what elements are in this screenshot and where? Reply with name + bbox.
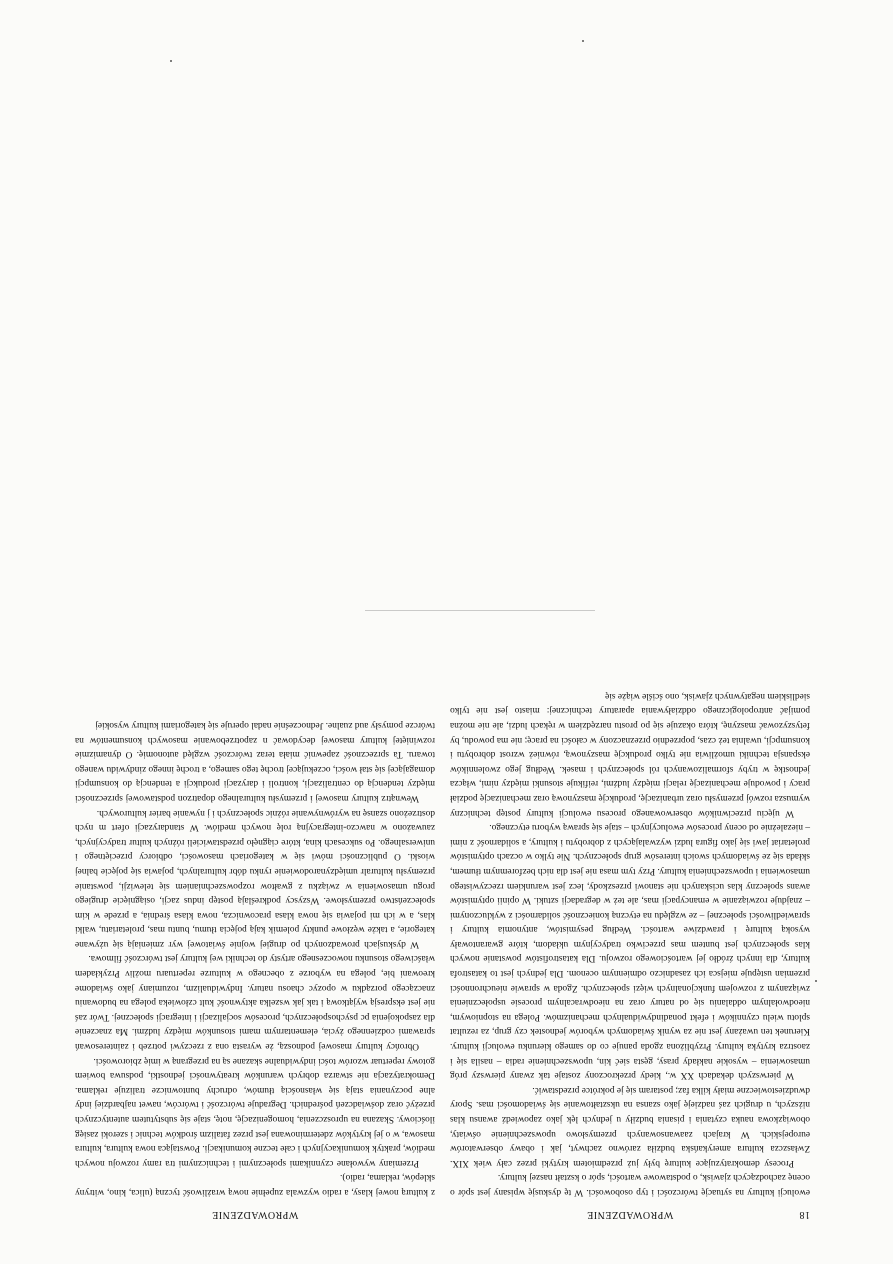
page-left bbox=[450, 70, 810, 1220]
paragraph: Obrońcy kultury masowej podnoszą, że wyrasta ona z rzeczywi potrzeb i zainteresowań sprawami codziennego życia, elementarnym mami stosunków między ludźmi. Ma znaczenie dla zaspokojenia pc psychospołecznych, procesów socjalizacji i integracji społecznej. Twór zaś nie jest ekspresją wyjątkową i tak jak wszelka aktywność kult człowieka polega na budowaniu znaczącego porządku w opozyc chaosu natury. Indywidualizm, rozumiany jako świadome kreowani bie, polega na wyborze z obecnego w kulturze repertuaru możliv Przykładem właściwego stosunku nowoczesnego artysty do techniki wej kultury jest twórczość filmowa. bbox=[75, 953, 435, 1052]
paragraph: W ujęciu przeciwników obserwowanego procesu ewolucji kultury postęp techniczny wymusza rozwój przemysłu oraz urbanizację, produkcję maszynową oraz mechanizację podział pracy i powoduje mechanizację relacji między ludźmi, reifikuje stosunki między nimi, włącza jednostkę w tryby sformalizowanych ról społecznych i masek. Według jego zwolenników ekspansja techniki umożliwia nie tylko produkcję maszynową, również wzrost dobrobytu i konsumpcji, uwalnia też czas, poprzednio przeznaczony w całości na pracę; nie ma powodu, by fetyszyzować maszynę, która okazuje się po prostu narzędziem w rękach ludzi, ale nie można pomijać antropologicznego oddziaływania aparatury technicznej: miasto jest nie tylko siedliskiem negatywnych zjawisk, ono ściśle wiąże się bbox=[450, 690, 810, 818]
paragraph: Wewnątrz kultury masowej i przemysłu kulturalnego dopatrzon podstawowej sprzeczności między tendencją do centralizacji, kontroli i daryzacji produkcji a tendencją do konsumpcji domagającej się stał wości, oczekującej trochę tego samego, a trochę innego zindywidu wanego towaru. Ta sprzeczność zapewnić miała teraz twórczość względ autonomię. O dynamizmie rozwiniętej kultury masowej decydować n zapotrzebowanie masowych konsumentów na twórcze pomysły aud zualne. Jednocześnie nadal operuje się kategoriami kultury wysokiej bbox=[75, 720, 435, 803]
paragraph: Procesy demokratyzujące kulturę były już przedmiotem krytyki przez cały wiek XIX. Zwłaszcza kultura amerykańska budziła zarówno zachwyt, jak i obawy obserwatorów europejskich. W krajach zaawansowanych przemysłowo upowszechnienie oświaty, obowiązkowa nauka czytania i pisania budziły u jednych lęk jako zapowiedź awansu klas niższych, u drugich zaś nadzieję jako szansa na ukształtowanie się świadomości mas. Spory dwudziestowieczne miały kilka faz; postaram się je pokrótce przedstawić. bbox=[450, 1084, 810, 1168]
scan-artifact-line bbox=[365, 610, 595, 611]
page-number: 18 bbox=[799, 1209, 810, 1220]
paragraph: W pierwszych dekadach XX w., kiedy przekroczony zostaje tak zwany pierwszy próg umasowienia – wysokie nakłady prasy, gęsta sieć kin, upowszechnienie radia – nasila się i zaostrza krytyka kultury. Przybliżona zgoda panuje co do samego kierunku ewolucji kultury. Kierunek ten uważany jest nie za wynik świadomych wyborów jednostek czy grup, za rezultat splotu wielu czynników i efekt ponadindywidualnych mechanizmów. Polega na stopniowym, nieodwołalnym oddalaniu się od natury oraz na nieodwracalnym procesie uspołecznienia związanym z rozwojem funkcjonalnych więzi społecznych. Zgoda w sprawie nieuchronności przemian ustępuje miejsca ich zasadniczo odmiennym ocenom. Dla jednych jest to katastrofa kultury, dla innych źródło jej wartościowego rozwoju. Dla katastrofistów powstanie nowych klas społecznych jest buntem mas przeciwko tradycyjnym układom, które gwarantowały wysoką kulturę i prawdziwe wartości. Według pesymistów, antynomia kultury i sprawiedliwości społecznej – ze względu na etyczną konieczność solidarności z wykluczonymi – znajduje rozwiązanie w emancypacji mas, ale też w degradacji sztuki. W opinii optymistów awans społeczny klas uciskanych nie stanowi przeszkody, lecz jest warunkiem rzeczywistego umasowienia i upowszechnienia kultury. Przy tym masa nie jest dla nich bezforemnym tłumem, składa się ze świadomych swoich interesów grup społecznych. Nie tylko w oczach optymistów proletariat jawi się jako figura ludzi wyzwalających z dobrobytu i kultury, a solidarność z nimi – niezależnie od oceny procesów ewolucyjnych – staje się sprawą wyboru etycznego. bbox=[450, 822, 810, 1081]
paragraph: W dyskusjach prowadzonych po drugiej wojnie światowej wyr zmieniają się używane kategorie, a także węzłowe punkty polemik kają pojęcia tłumu, buntu mas, proletariatu, walki klas, a w ich mi pojawia się nowa klasa pracownicza, nowa klasa średnia, a przede w kim społeczeństwo przemysłowe. Wszyscy podkreślają postęp indus zacji, osiągnięcie drugiego progu umasowienia w związku z gwałtow rozpowszechnianiem się telewizji, powstanie przemysłu kulturalr umiędzynarodowienie rynku dóbr kulturalnych, pojawia się pojęcie balnej wioski. O publiczności mówi się w kategoriach masowości, odbiorcy przeciętnego i uniwersalnego. Po sukcesach kina, które ciągnęło przedstawicieli różnych kultur tradycyjnych, zauważono w nawczo-integracyjną rolę nowych mediów. W standaryzacji ofert m nych dostrzeżono szansę na wyrównywanie różnic społecznych i j nywanie barier kulturowych. bbox=[75, 807, 435, 949]
running-head bbox=[75, 1209, 435, 1220]
running-head-title: WPROWADZENIE bbox=[586, 1209, 674, 1220]
paragraph: Przemiany wywołane czynnikami społecznymi i technicznymi tra ramy rozwoju nowych mediów, praktyk komunikacyjnych i całe teczne komunikacji. Powstająca nowa kultura, kultura masowa, w o jej krytyków zdeterminowana jest przez fatalizm środków technic i szeroki zasięg ilościowy. Skazana na uproszczenia, homogenizację, notę, staje się substytutem autentycznych przeżyć oraz doświadczeń pośrednich. Degraduje twórczość i twórców, nawet najbardziej indy alne poczynania stają się własnością tłumów, odruchy buntownicze tralizuje reklama. Demokratyzacja nie stwarza dobrych warunków kreatywności jednostki, podsuwa bowiem gotowy repertuar wzorów tości indywidualne skazane są na przegraną w imię zbiorowości. bbox=[75, 1055, 435, 1168]
running-head-title: WPROWADZENIE bbox=[211, 1209, 299, 1220]
page-right bbox=[75, 70, 435, 1220]
running-head bbox=[450, 1209, 810, 1220]
paragraph: z kulturą nowej klasy, a radio wyzwala zupełnie nową wrażliwość tyczną (ulica, kino, witryny sklepów, reklama, radio). bbox=[75, 1172, 435, 1197]
paragraph: ewolucji kultury na sytuację twórczości i typ osobowości. W tę dyskusję wpisany jest spór o ocenę zachodzących zjawisk, o podstawowe wartości, spór o kształt naszej kultury. bbox=[450, 1172, 810, 1197]
